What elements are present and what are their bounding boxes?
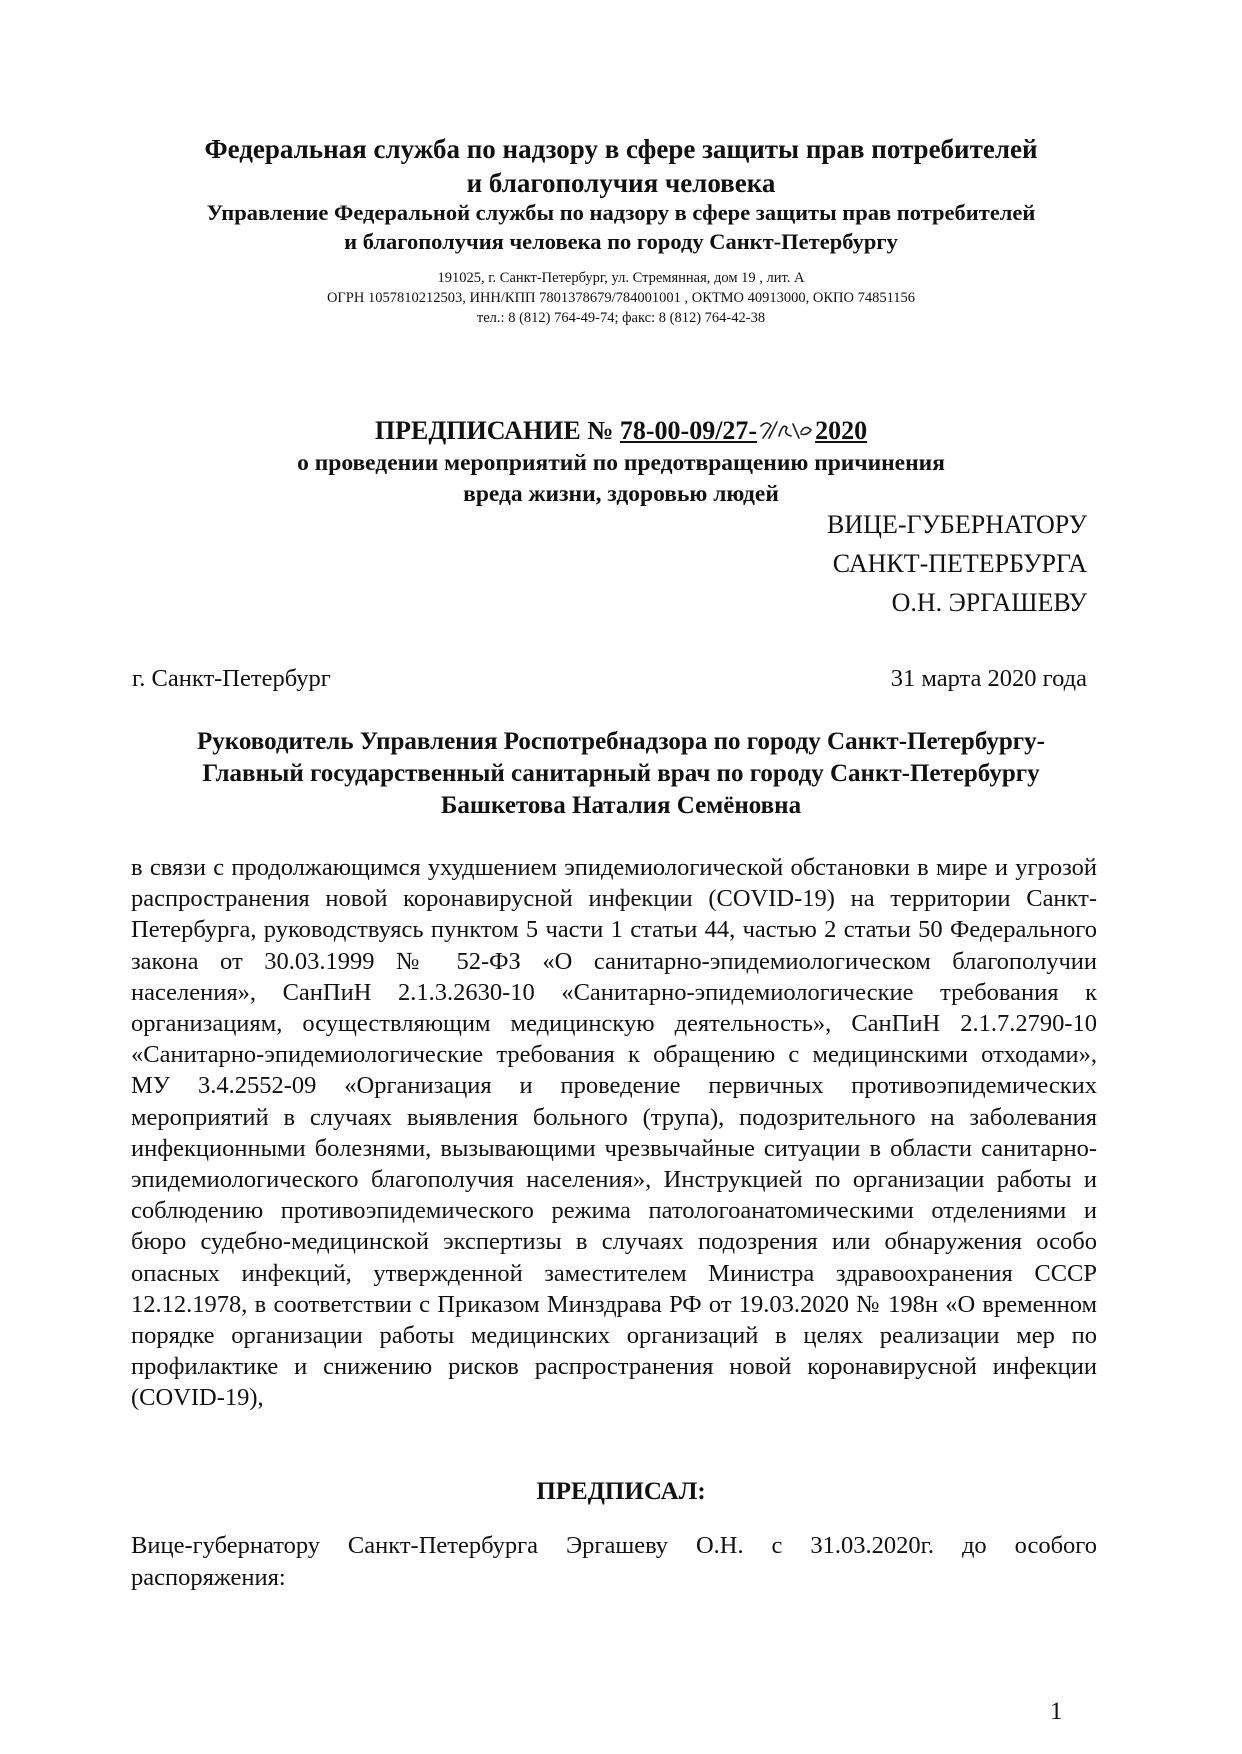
department-name: [120, 198, 1122, 256]
addressee-line3: О.Н. ЭРГАШЕВУ: [891, 588, 1087, 617]
official-line1: Руководитель Управления Роспотребнадзора по городу Санкт-Петербургу-: [197, 728, 1045, 755]
addressee-block: [827, 505, 1087, 622]
registration-line: ОГРН 1057810212503, ИНН/КПП 7801378679/784001001 , ОКТМО 40913000, ОКПО 74851156: [326, 290, 916, 306]
agency-name-line2: и благополучия человека: [466, 168, 776, 198]
department-name-line2: и благополучия человека по городу Санкт-Петербургу: [344, 229, 898, 254]
handwritten-number: [757, 418, 815, 442]
order-subtitle-line2: вреда жизни, здоровью людей: [463, 481, 779, 507]
official-line3: Башкетова Наталия Семёновна: [440, 792, 802, 819]
address-line: 191025, г. Санкт-Петербург, ул. Стремянная, дом 19 , лит. А: [437, 270, 805, 286]
order-subtitle: [120, 448, 1122, 510]
agency-name-line1: Федеральная служба по надзору в сфере защиты прав потребителей: [204, 134, 1038, 164]
department-name-line1: Управление Федеральной службы по надзору в сфере защиты прав потребителей: [206, 200, 1036, 225]
order-number-start: 78-00-09/27-: [619, 416, 758, 445]
order-title-prefix: ПРЕДПИСАНИЕ №: [374, 416, 620, 445]
order-subtitle-line1: о проведении мероприятий по предотвращению причинения: [297, 450, 945, 476]
body-paragraph: в связи с продолжающимся ухудшением эпидемиологической обстановки в мире и угрозой распространения новой коронавирусной инфекции (COVID-19) на территории Санкт-Петербурга, руководствуясь пунктом 5 части 1 статьи 44, частью 2 статьи 50 Федерального закона от 30.03.1999 № 52-ФЗ «О санитарно-эпидемиологическом благополучии населения», СанПиН 2.1.3.2630-10 «Санитарно-эпидемиологические требования к организациям, осуществляющим медицинскую деятельность», СанПиН 2.1.7.2790-10 «Санитарно-эпидемиологические требования к обращению с медицинскими отходами», МУ 3.4.2552-09 «Организация и проведение первичных противоэпидемических мероприятий в случаях выявления больного (трупа), подозрительного на заболевания инфекционными болезнями, вызывающими чрезвычайные ситуации в области санитарно-эпидемиологического благополучия населения», Инструкцией по организации работы и соблюдению противоэпидемического режима патологоанатомическими отделениями и бюро судебно-медицинской экспертизы в случаях подозрения или обнаружения особо опасных инфекций, утвержденной заместителем Министра здравоохранения СССР 12.12.1978, в соответствии с Приказом Минздрава РФ от 19.03.2020 № 198н «О временном порядке организации работы медицинских организаций в целях реализации мер по профилактике и снижению рисков распространения новой коронавирусной инфекции (COVID-19),: [131, 854, 1097, 1412]
addressee-line1: ВИЦЕ-ГУБЕРНАТОРУ: [827, 510, 1087, 539]
agency-name: [120, 132, 1122, 200]
order-number-end: 2020: [815, 416, 868, 445]
contact-block: [120, 268, 1122, 328]
order-number: [620, 416, 867, 445]
closing-paragraph: Вице-губернатору Санкт-Петербурга Эргашеву О.Н. с 31.03.2020г. до особого распоряжения:: [131, 1532, 1097, 1591]
page-number: 1: [1050, 1698, 1063, 1725]
decree-heading: ПРЕДПИСАЛ:: [536, 1478, 706, 1505]
place-of-issue: г. Санкт-Петербург: [132, 665, 331, 692]
addressee-line2: САНКТ-ПЕТЕРБУРГА: [832, 549, 1087, 578]
phone-line: тел.: 8 (812) 764-49-74; факс: 8 (812) 764-42-38: [476, 310, 766, 326]
official-line2: Главный государственный санитарный врач по городу Санкт-Петербургу: [202, 760, 1040, 787]
issue-date: 31 марта 2020 года: [890, 665, 1087, 692]
issuing-official: [120, 726, 1122, 822]
order-title: [120, 416, 1122, 446]
